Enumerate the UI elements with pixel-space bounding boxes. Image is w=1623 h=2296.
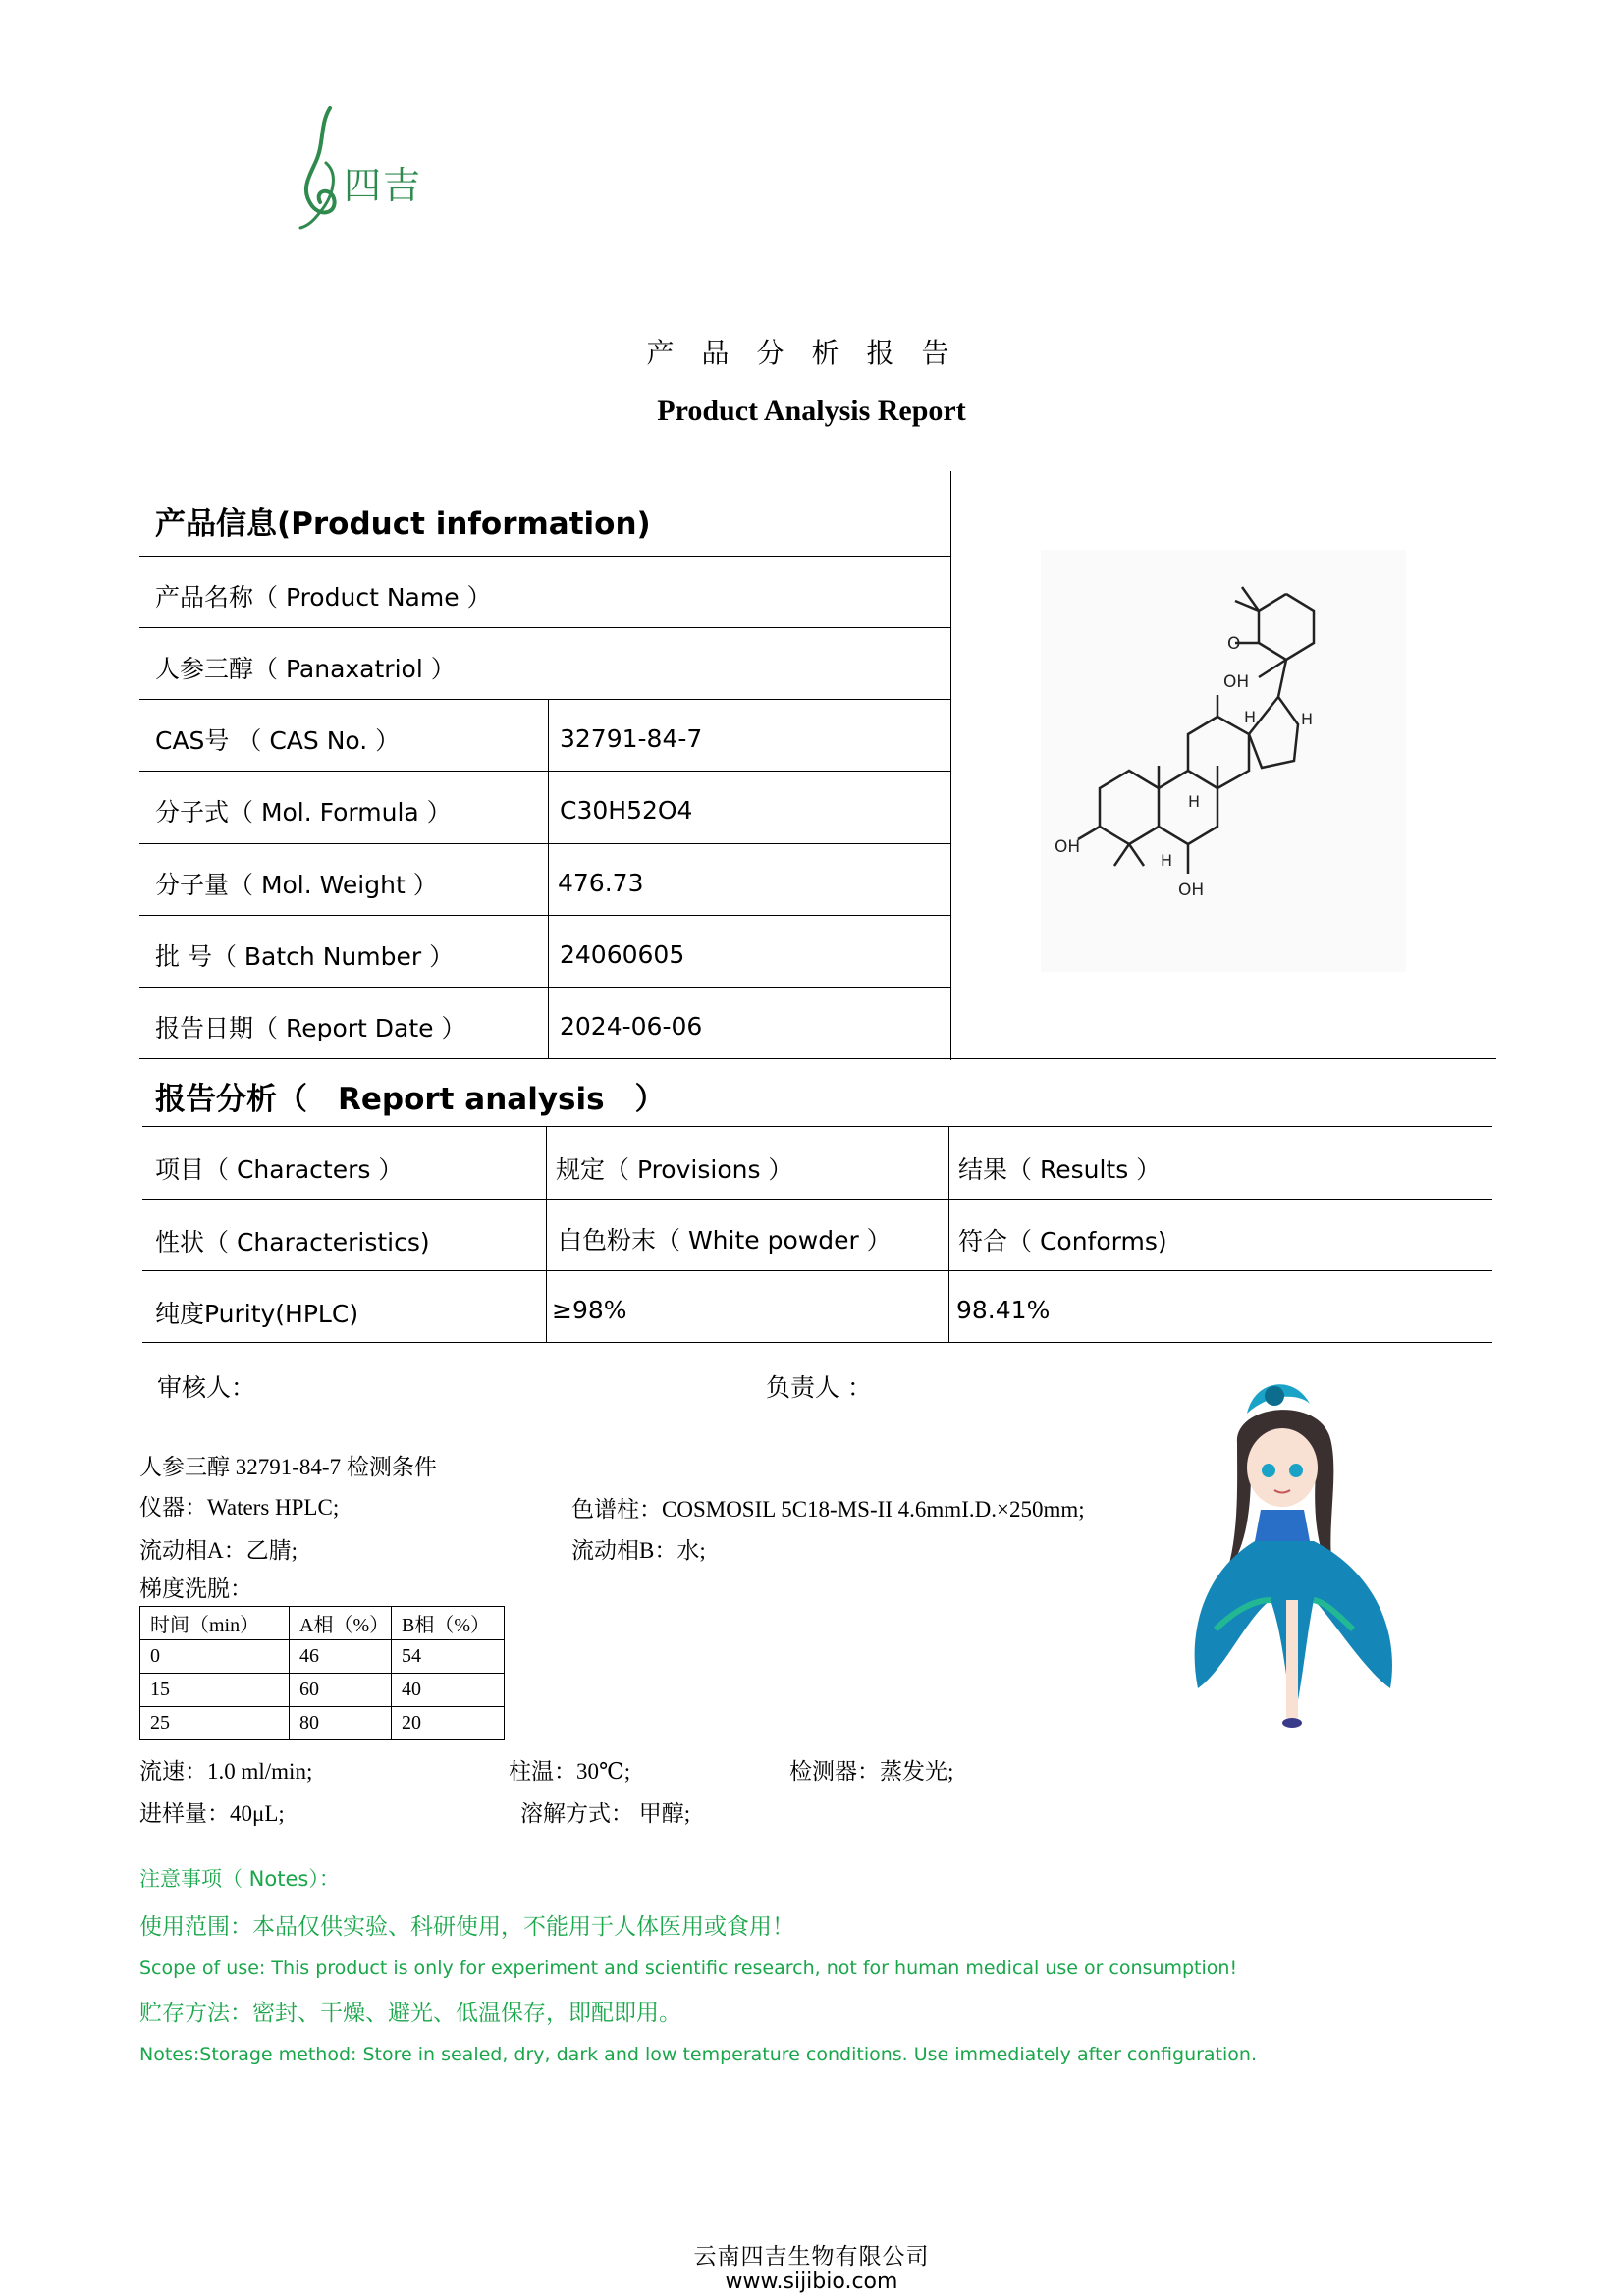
info-value: 476.73 xyxy=(558,869,644,897)
svg-text:H: H xyxy=(1301,710,1314,728)
detector-text: 检测器：蒸发光; xyxy=(789,1759,954,1784)
use-scope-en: Scope of use: This product is only for experiment and scientific research, not for human medical use or consumption! xyxy=(139,1957,1238,1979)
analysis-cell: 白色粉末（ White powder ） xyxy=(558,1226,892,1255)
info-value: 24060605 xyxy=(560,940,685,969)
company-logo xyxy=(291,104,438,232)
analysis-cell: 性状（ Characteristics) xyxy=(155,1228,430,1256)
info-label: 分子量（ Mol. Weight ） xyxy=(155,871,438,899)
analysis-header: 结果（ Results ） xyxy=(958,1155,1162,1184)
table-row xyxy=(140,1607,505,1640)
mascot-character-icon xyxy=(1176,1374,1412,1737)
gradient-cell: 60 xyxy=(290,1674,392,1707)
info-label: 报告日期（ Report Date ） xyxy=(155,1014,466,1042)
gradient-header-cell: A相（%） xyxy=(290,1607,392,1640)
analysis-line xyxy=(142,1342,1492,1343)
gradient-cell: 15 xyxy=(140,1674,290,1707)
responsible-label: 负责人 ： xyxy=(766,1373,872,1402)
reviewer-label: 审核人： xyxy=(157,1373,256,1402)
product-info-heading: 产品信息(Product information) xyxy=(155,507,651,542)
report-title-en: Product Analysis Report xyxy=(657,395,966,427)
gradient-header-cell: B相（%） xyxy=(392,1607,505,1640)
gradient-label: 梯度洗脱： xyxy=(139,1576,252,1601)
info-line xyxy=(139,627,950,628)
gradient-cell: 20 xyxy=(392,1707,505,1740)
analysis-header: 项目（ Characters ） xyxy=(155,1155,404,1184)
footer-website[interactable]: www.sijibio.com xyxy=(725,2269,898,2294)
info-label: 人参三醇（ Panaxatriol ） xyxy=(155,655,456,683)
info-label: CAS号 （ CAS No. ） xyxy=(155,726,401,755)
analysis-line xyxy=(142,1199,1492,1200)
gradient-cell: 40 xyxy=(392,1674,505,1707)
info-line xyxy=(139,915,950,916)
gradient-cell: 54 xyxy=(392,1640,505,1674)
gradient-cell: 0 xyxy=(140,1640,290,1674)
info-label: 分子式（ Mol. Formula ） xyxy=(155,798,452,827)
notes-heading: 注意事项（ Notes）： xyxy=(139,1867,340,1891)
analysis-line xyxy=(142,1126,1492,1127)
report-analysis-heading: 报告分析（ Report analysis ） xyxy=(155,1082,666,1117)
analysis-cell: ≥98% xyxy=(552,1296,627,1324)
chemical-structure xyxy=(1041,550,1406,972)
svg-text:H: H xyxy=(1244,708,1257,726)
svg-text:OH: OH xyxy=(1055,837,1081,857)
info-bottom-line xyxy=(139,1058,1496,1059)
table-row xyxy=(140,1707,505,1740)
panaxatriol-structure-icon xyxy=(1041,550,1406,972)
info-value: 32791-84-7 xyxy=(560,724,703,753)
mobile-b-text: 流动相B：水; xyxy=(571,1538,706,1563)
temp-text: 柱温：30℃; xyxy=(509,1759,631,1784)
info-label: 产品名称（ Product Name ） xyxy=(155,583,492,612)
info-line xyxy=(139,699,950,700)
info-value: 2024-06-06 xyxy=(560,1012,703,1041)
gradient-cell: 80 xyxy=(290,1707,392,1740)
logo-text: 四吉 xyxy=(344,164,423,207)
analysis-cell: 纯度Purity(HPLC) xyxy=(155,1300,359,1328)
info-label: 批 号（ Batch Number ） xyxy=(155,942,455,971)
svg-text:O: O xyxy=(1227,634,1241,654)
instrument-text: 仪器：Waters HPLC; xyxy=(139,1495,340,1520)
analysis-col-border xyxy=(948,1126,949,1342)
gradient-table xyxy=(139,1606,505,1740)
analysis-header: 规定（ Provisions ） xyxy=(556,1155,793,1184)
analysis-cell: 98.41% xyxy=(956,1296,1051,1324)
flow-text: 流速：1.0 ml/min; xyxy=(139,1759,313,1784)
report-title-cn: 产品分析报告 xyxy=(646,337,977,369)
svg-text:H: H xyxy=(1161,851,1173,870)
info-line xyxy=(139,843,950,844)
storage-cn: 贮存方法：密封、干燥、避光、低温保存，即配即用。 xyxy=(139,2001,681,2026)
analysis-line xyxy=(142,1270,1492,1271)
analysis-col-border xyxy=(546,1126,547,1342)
injection-text: 进样量：40μL; xyxy=(139,1801,285,1826)
table-row xyxy=(140,1674,505,1707)
storage-en: Notes:Storage method: Store in sealed, dry, dark and low temperature conditions. Use immediately after configuration. xyxy=(139,2044,1258,2065)
info-line xyxy=(139,771,950,772)
table-row xyxy=(140,1640,505,1674)
footer-company: 云南四吉生物有限公司 xyxy=(693,2244,930,2269)
solvent-text: 溶解方式： 甲醇; xyxy=(520,1801,691,1826)
info-line xyxy=(139,987,950,988)
analysis-cell: 符合（ Conforms) xyxy=(958,1227,1167,1255)
gradient-cell: 25 xyxy=(140,1707,290,1740)
info-right-border xyxy=(950,471,951,1060)
gradient-cell: 46 xyxy=(290,1640,392,1674)
mascot-illustration xyxy=(1176,1374,1412,1737)
info-line xyxy=(139,556,950,557)
column-text: 色谱柱：COSMOSIL 5C18-MS-II 4.6mmI.D.×250mm; xyxy=(571,1497,1085,1522)
svg-text:H: H xyxy=(1188,792,1201,811)
conditions-title: 人参三醇 32791-84-7 检测条件 xyxy=(139,1455,437,1479)
mobile-a-text: 流动相A：乙腈; xyxy=(139,1538,298,1563)
svg-text:OH: OH xyxy=(1178,881,1205,900)
svg-text:OH: OH xyxy=(1223,672,1250,692)
use-scope-cn: 使用范围：本品仅供实验、科研使用，不能用于人体医用或食用！ xyxy=(139,1914,794,1940)
info-mid-border xyxy=(548,699,549,1058)
gradient-header-cell: 时间（min） xyxy=(140,1607,290,1640)
info-value: C30H52O4 xyxy=(560,796,693,825)
